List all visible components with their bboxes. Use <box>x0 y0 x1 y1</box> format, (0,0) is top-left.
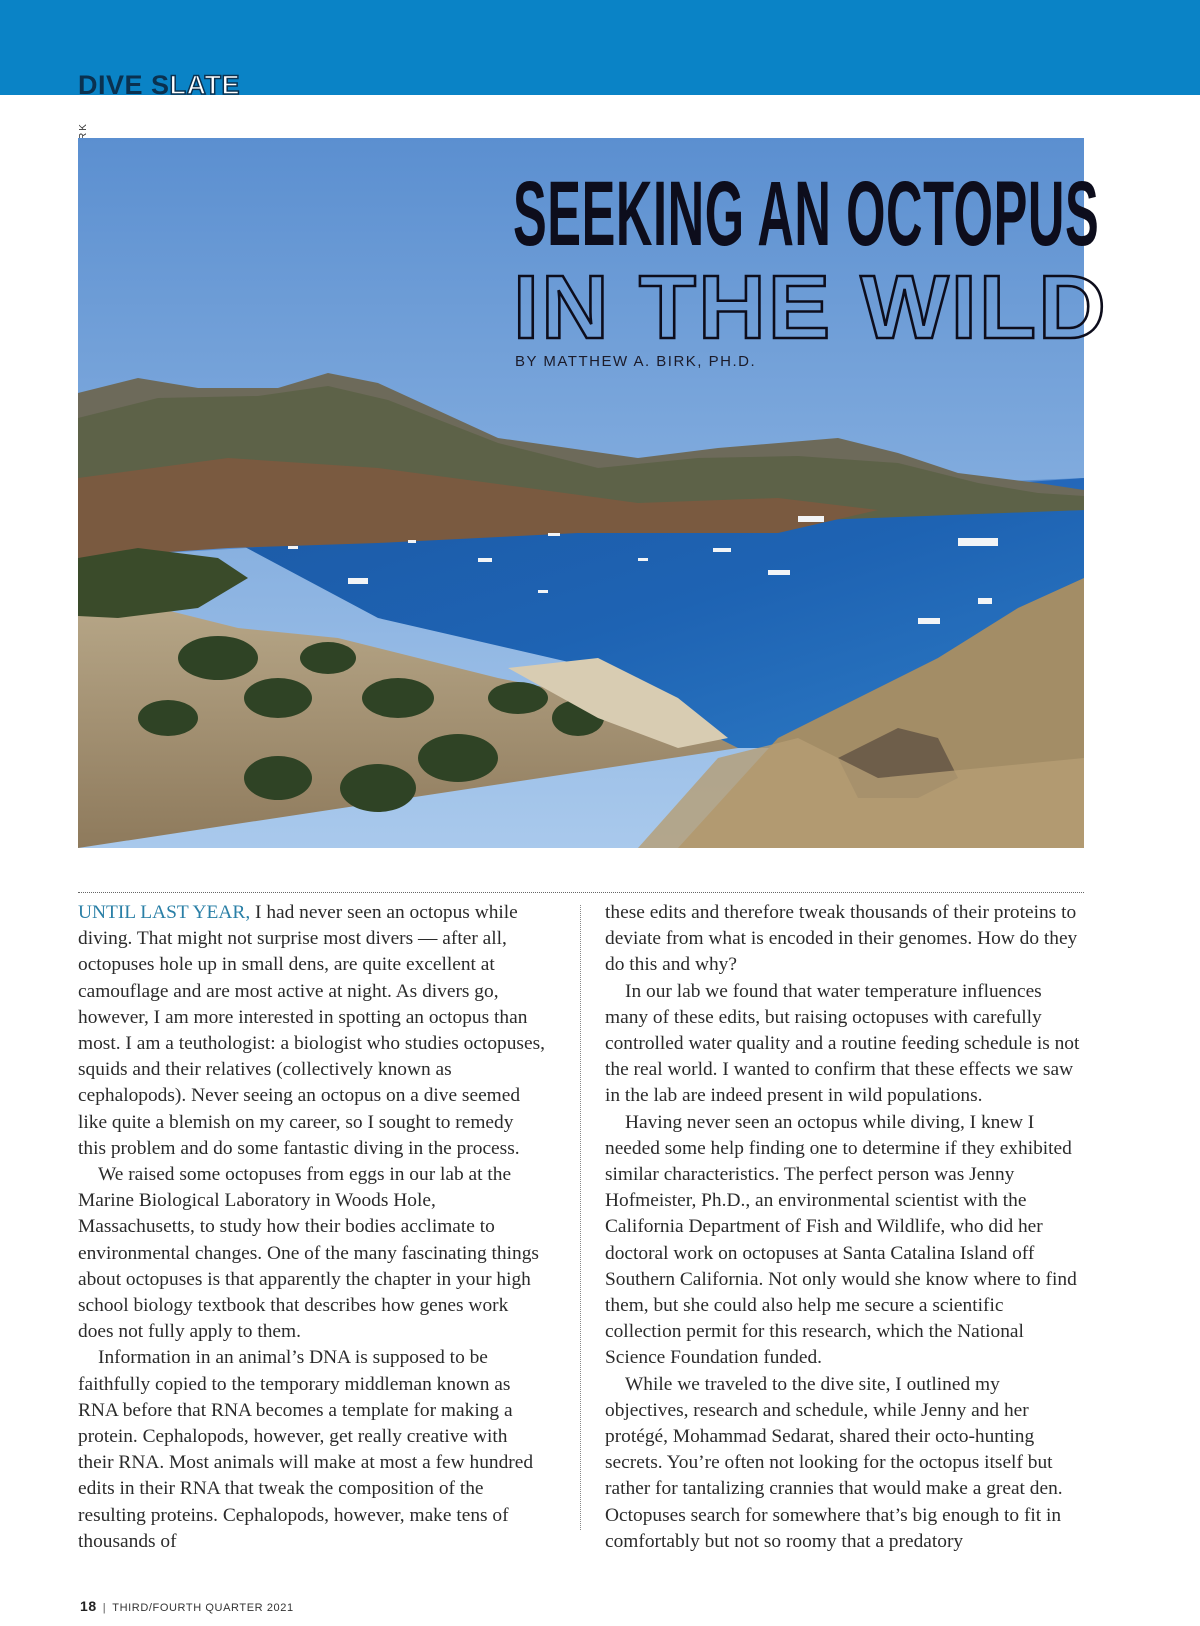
article-title-line2: IN THE WILD <box>513 258 1108 358</box>
section-label-bold: DIVE S <box>78 70 170 100</box>
article-paragraph: We raised some octopuses from eggs in our lab at the Marine Biological Laboratory in Woods Hole, Massachusetts, to study how their bodies acclimate to environmental changes. One of the many fascinating things about octopuses is that apparently the chapter in your high school biology textbook that describes how genes work does not fully apply to them. <box>78 1164 539 1343</box>
article-paragraph: these edits and therefore tweak thousands of their proteins to deviate from what is encoded in their genomes. How do they do this and why? <box>605 902 1078 976</box>
section-divider <box>78 892 1084 893</box>
article-paragraph: In our lab we found that water temperature influences many of these edits, but raising octopuses with carefully controlled water quality and a routine feeding schedule is not the real world. I wanted to confirm that these effects we saw in the lab are indeed present in wild populations. <box>605 980 1080 1107</box>
article-paragraph: Information in an animal’s DNA is supposed to be faithfully copied to the temporary middleman known as RNA before that RNA becomes a template for making a protein. Cephalopods, however, get really creative with their RNA. Most animals will make at most a few hundred edits in their RNA that tweak the composition of the resulting proteins. Cephalopods, however, make tens of thousands of <box>78 1347 534 1552</box>
column-rule <box>580 905 581 1530</box>
issue-label: THIRD/FOURTH QUARTER 2021 <box>112 1602 294 1614</box>
article-column-right <box>605 900 1083 1555</box>
article-paragraph: While we traveled to the dive site, I outlined my objectives, research and schedule, while Jenny and her protégé, Mohammad Sedarat, shared their octo-hunting secrets. You’re often not looking for the octopus itself but rather for tantalizing crannies that would make a great den. Octopuses search for somewhere that’s big enough to fit in comfortably but not so roomy that a predatory <box>605 1373 1063 1552</box>
article-title-line1: SEEKING AN OCTOPUS <box>513 163 1100 265</box>
lead-in: UNTIL LAST YEAR, <box>78 902 251 923</box>
footer-separator: | <box>102 1602 107 1614</box>
article-paragraph <box>78 900 546 1162</box>
paragraph-text: I had never seen an octopus while diving. That might not surprise most divers — after all, octopuses hole up in small dens, are quite excellent at camouflage and are most active at night. As divers go, however, I am more interested in spotting an octopus than most. I am a teuthologist: a biologist who studies octopuses, squids and their relatives (collectively known as cephalopods). Never seeing an octopus on a dive seemed like quite a blemish on my career, so I sought to remedy this problem and do some fantastic diving in the process. <box>78 902 545 1159</box>
section-label <box>78 72 240 99</box>
article-paragraph: Having never seen an octopus while diving, I knew I needed some help finding one to determine if they exhibited similar characteristics. The perfect person was Jenny Hofmeister, Ph.D., an environmental scientist with the California Department of Fish and Wildlife, who did her doctoral work on octopuses at Santa Catalina Island off Southern California. Not only would she know where to find them, but she could also help me secure a scientific collection permit for this research, which the National Science Foundation funded. <box>605 1111 1077 1369</box>
article-column-left <box>78 900 546 1555</box>
byline: BY MATTHEW A. BIRK, PH.D. <box>515 353 757 370</box>
page-footer <box>80 1598 294 1614</box>
section-label-outline: LATE <box>169 70 241 100</box>
page-number: 18 <box>80 1598 97 1614</box>
